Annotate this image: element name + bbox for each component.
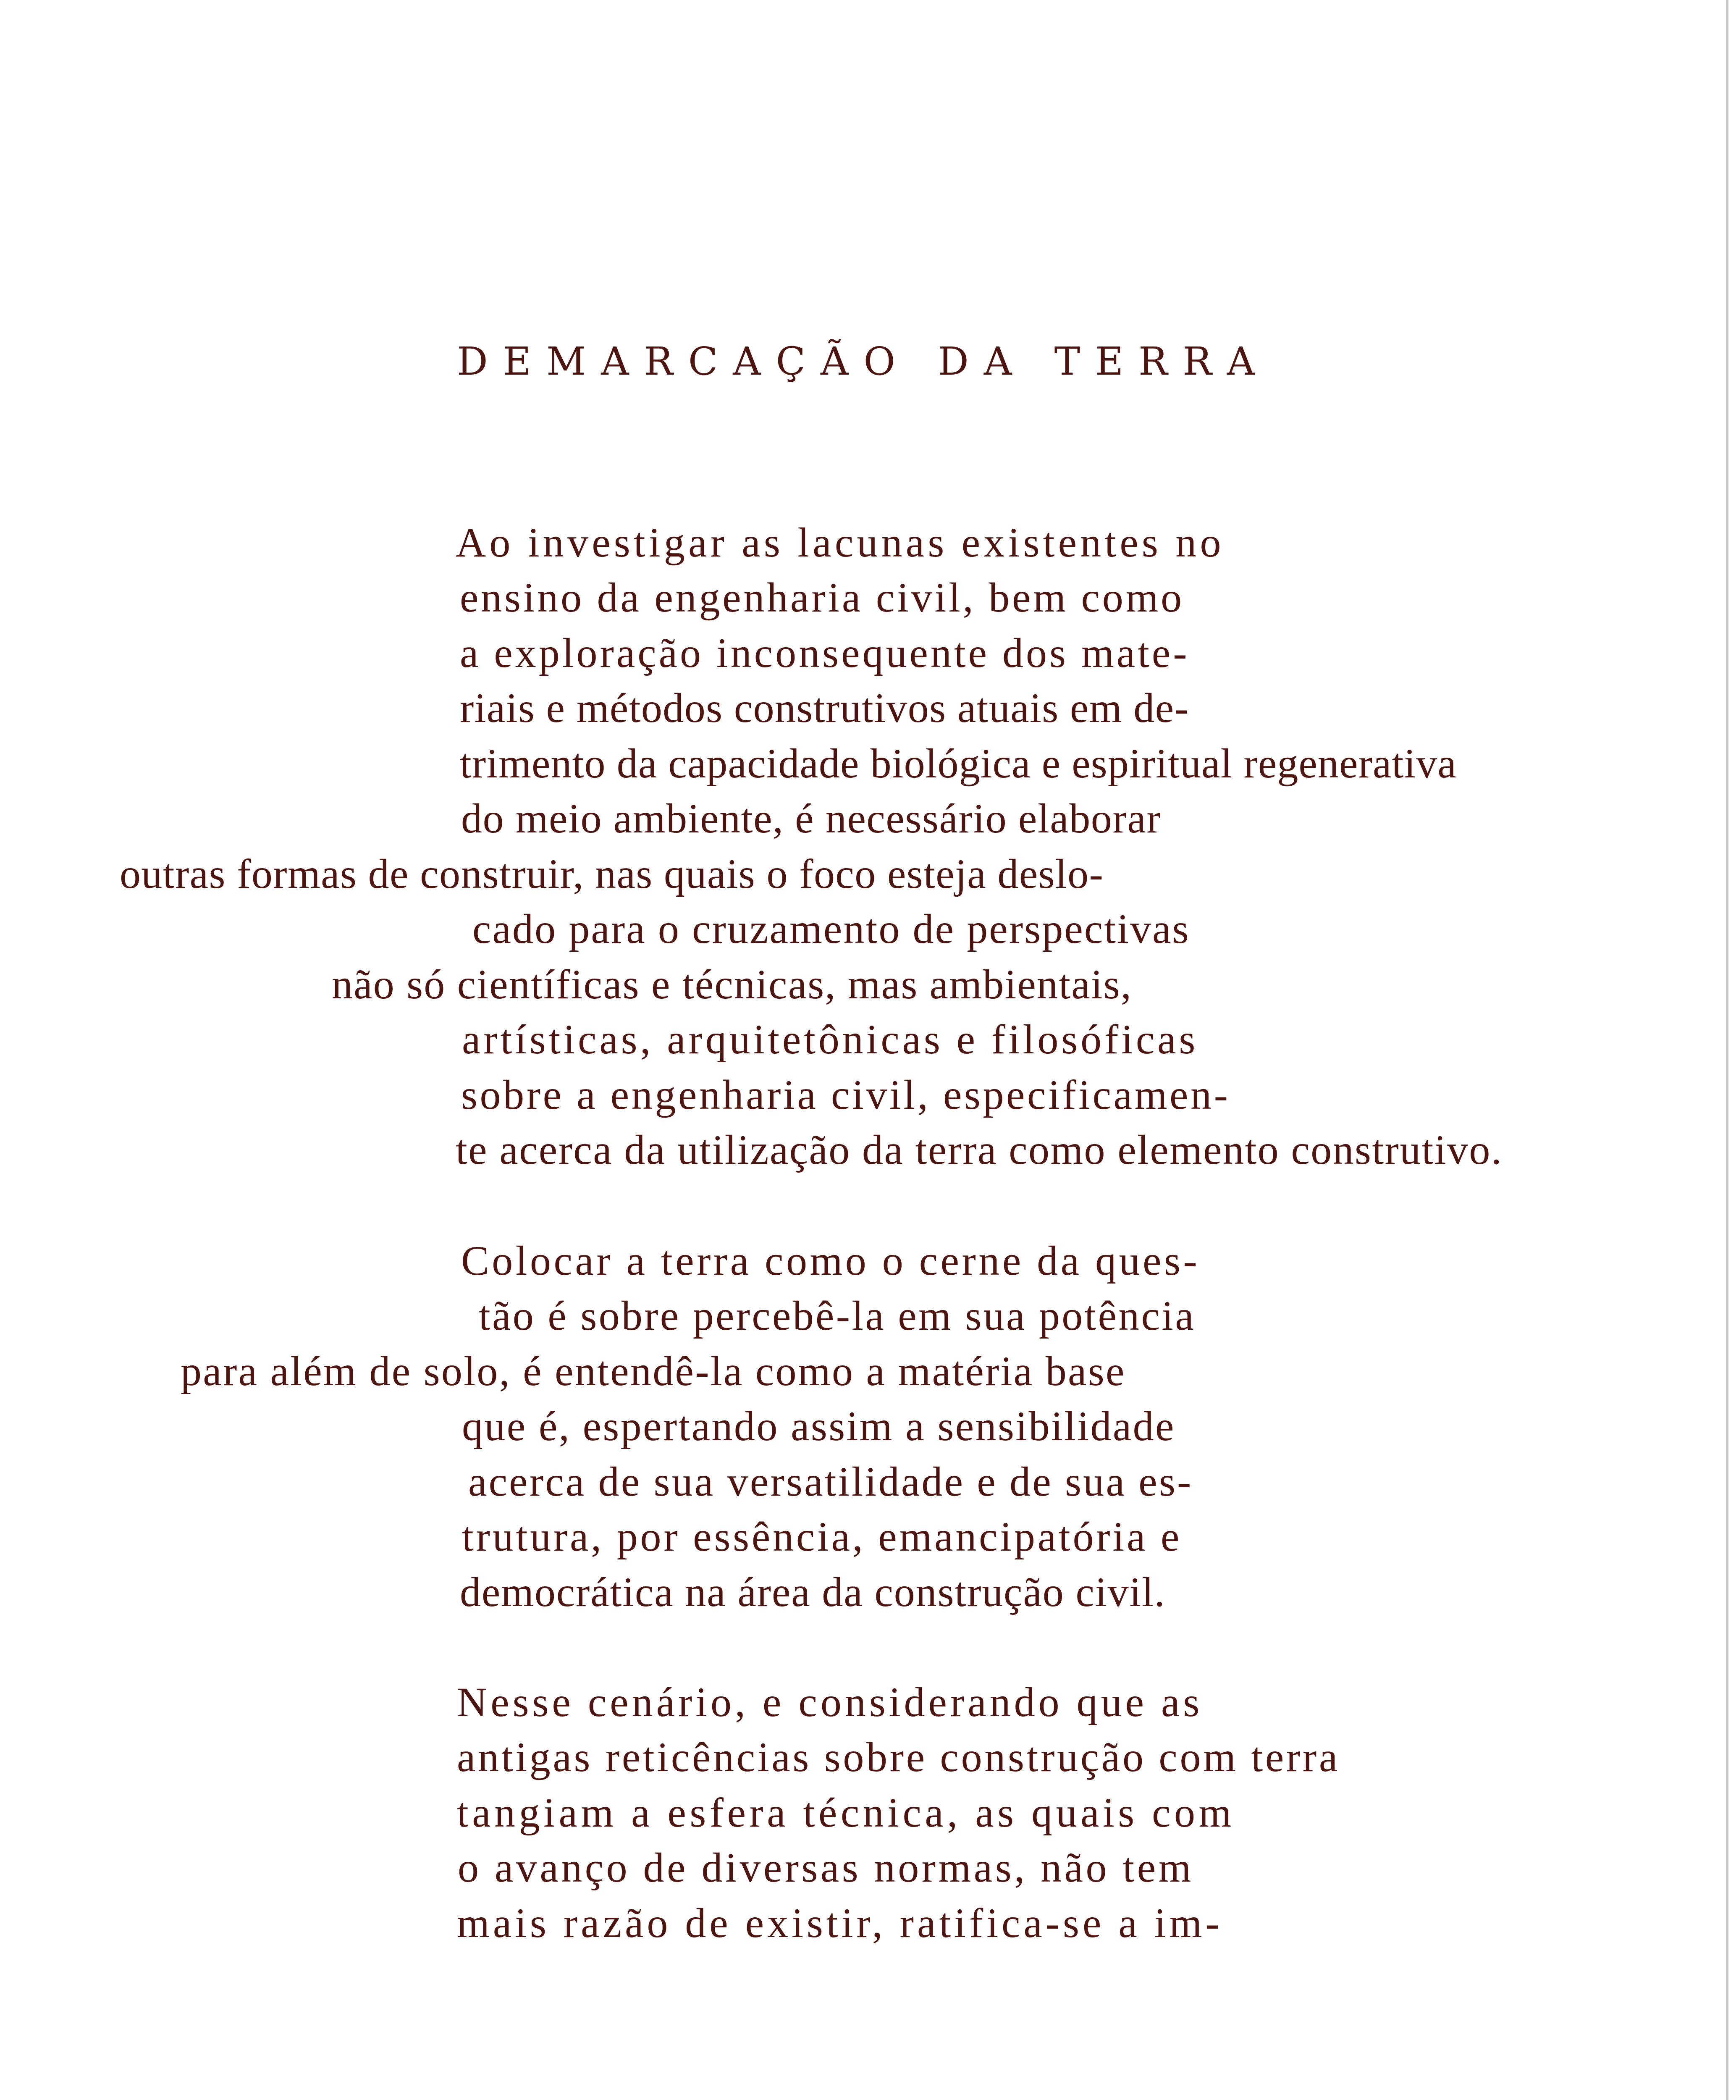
text-line: mais razão de existir, ratifica-se a im-: [457, 1900, 1223, 1946]
text-line: antigas reticências sobre construção com terra: [457, 1734, 1340, 1780]
text-line: não só científicas e técnicas, mas ambientais,: [332, 961, 1133, 1008]
text-line: tão é sobre percebê-la em sua potência: [479, 1292, 1196, 1339]
text-line: do meio ambiente, é necessário elaborar: [461, 795, 1162, 842]
text-line: democrática na área da construção civil.: [460, 1569, 1166, 1615]
text-line: tangiam a esfera técnica, as quais com: [457, 1789, 1235, 1836]
text-line: para além de solo, é entendê-la como a matéria base: [181, 1348, 1126, 1394]
page-edge-rule: [1726, 0, 1728, 2100]
text-line: acerca de sua versatilidade e de sua es-: [468, 1458, 1193, 1505]
text-line: sobre a engenharia civil, especificamen-: [461, 1071, 1230, 1118]
text-line: que é, espertando assim a sensibilidade: [462, 1403, 1175, 1449]
text-line: Ao investigar as lacunas existentes no: [456, 519, 1225, 566]
text-line: trimento da capacidade biológica e espiritual regenerativa: [460, 740, 1457, 787]
text-line: o avanço de diversas normas, não tem: [458, 1844, 1194, 1891]
text-line: Colocar a terra como o cerne da ques-: [461, 1237, 1200, 1284]
text-line: cado para o cruzamento de perspectivas: [472, 906, 1190, 952]
text-line: outras formas de construir, nas quais o foco esteja deslo-: [120, 850, 1104, 897]
text-line: trutura, por essência, emancipatória e: [462, 1513, 1182, 1560]
page-title: DEMARCAÇÃO DA TERRA: [457, 339, 1270, 384]
text-line: artísticas, arquitetônicas e filosóficas: [462, 1016, 1198, 1063]
text-line: Nesse cenário, e considerando que as: [457, 1679, 1203, 1725]
text-line: riais e métodos construtivos atuais em de-: [460, 685, 1189, 731]
text-line: ensino da engenharia civil, bem como: [460, 574, 1184, 621]
text-line: te acerca da utilização da terra como elemento construtivo.: [456, 1126, 1503, 1173]
text-line: a exploração inconsequente dos mate-: [460, 630, 1190, 676]
